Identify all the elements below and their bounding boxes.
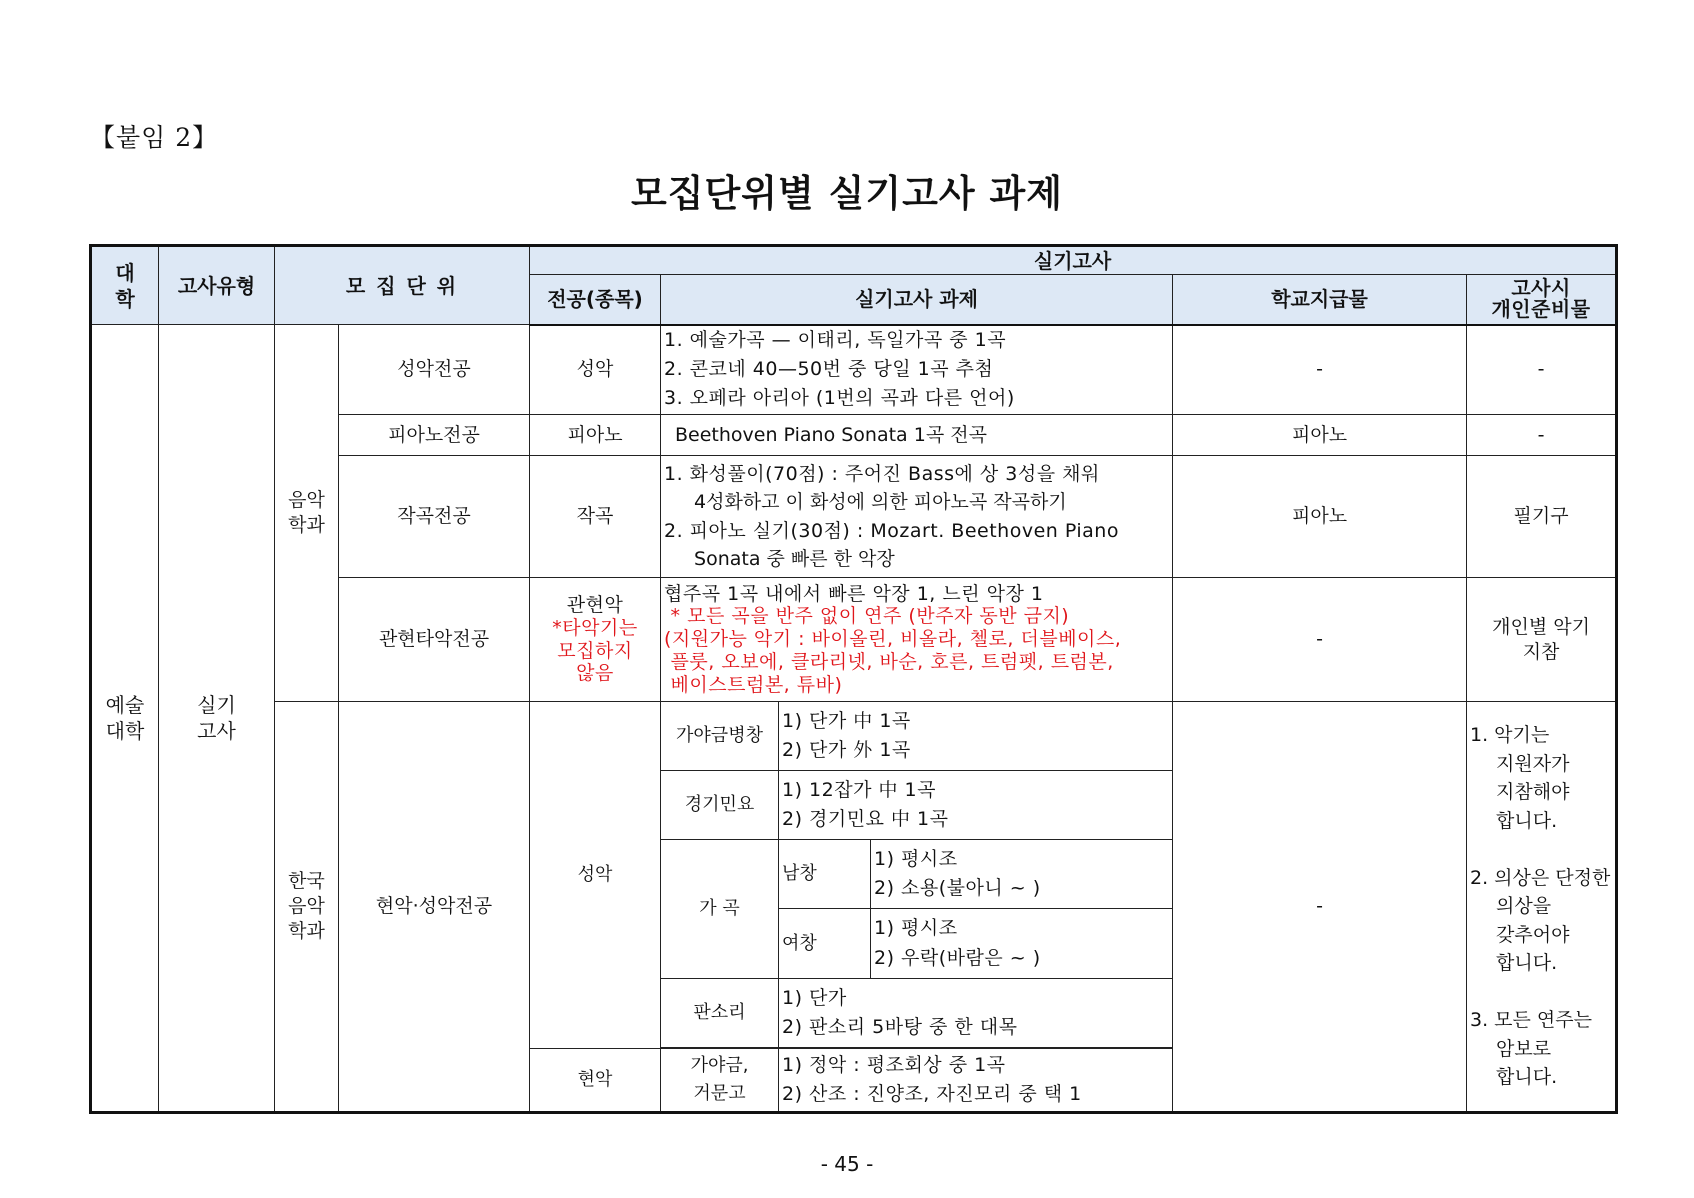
gagok-male: 남창 bbox=[779, 840, 871, 909]
sub-gagok: 가 곡 bbox=[661, 840, 779, 979]
task-strings: 1) 정악 : 평조회상 중 1곡 2) 산조 : 진양조, 자진모리 중 택 1 bbox=[779, 1049, 1173, 1113]
task-gayageum-byeongchang: 1) 단가 中 1곡 2) 단가 外 1곡 bbox=[779, 702, 1173, 771]
prep-vocal: - bbox=[1467, 325, 1617, 415]
notes-korean: 1. 악기는 지원자가 지참해야 합니다. 2. 의상은 단정한 의상을 갖추어야 합니다. 3. 모든 연주는 암보로 합니다. bbox=[1467, 702, 1617, 1113]
korean-music-dept: 한국 음악 학과 bbox=[275, 702, 339, 1113]
task-pansori: 1) 단가 2) 판소리 5바탕 중 한 대목 bbox=[779, 979, 1173, 1048]
header-exam-type: 고사유형 bbox=[159, 246, 275, 325]
task-orchestral: 협주곡 1곡 내에서 빠른 악장 1, 느린 악장 1 * 모든 곡을 반주 없이 연주 (반주자 동반 금지) (지원가능 악기 : 바이올린, 비올라, 첼로, 더블베이스, 플룻, 오보에, 클라리넷, 바순, 호른, 트럼펫, 트럼본, 베이스트럼본, 튜바) bbox=[661, 578, 1173, 702]
unit-composition: 작곡전공 bbox=[339, 456, 530, 578]
unit-vocal: 성악전공 bbox=[339, 325, 530, 415]
item-composition: 작곡 bbox=[530, 456, 661, 578]
item-korean-string: 현악 bbox=[530, 1049, 661, 1113]
unit-orchestral: 관현타악전공 bbox=[339, 578, 530, 702]
supply-vocal: - bbox=[1173, 325, 1467, 415]
header-school-supply: 학교지급물 bbox=[1173, 275, 1467, 325]
sub-gayageum-byeongchang: 가야금병창 bbox=[661, 702, 779, 771]
sub-gayageum-geomungo: 가야금, 거문고 bbox=[661, 1049, 779, 1113]
unit-piano: 피아노전공 bbox=[339, 415, 530, 456]
header-college: 대 학 bbox=[91, 246, 159, 325]
item-korean-vocal: 성악 bbox=[530, 702, 661, 1049]
task-gagok-male: 1) 평시조 2) 소용(불아니 ~ ) bbox=[871, 840, 1173, 909]
item-piano: 피아노 bbox=[530, 415, 661, 456]
sub-pansori: 판소리 bbox=[661, 979, 779, 1048]
header-task: 실기고사 과제 bbox=[661, 275, 1173, 325]
prep-orchestral: 개인별 악기 지참 bbox=[1467, 578, 1617, 702]
header-major-item: 전공(종목) bbox=[530, 275, 661, 325]
practical-exam-table bbox=[89, 244, 1618, 1114]
music-dept: 음악 학과 bbox=[275, 325, 339, 702]
page-number: - 45 - bbox=[820, 1152, 874, 1176]
task-piano: Beethoven Piano Sonata 1곡 전곡 bbox=[661, 415, 1173, 456]
page-title: 모집단위별 실기고사 과제 bbox=[631, 172, 1063, 215]
task-vocal: 1. 예술가곡 — 이태리, 독일가곡 중 1곡 2. 콘코네 40—50번 중 당일 1곡 추첨 3. 오페라 아리아 (1번의 곡과 다른 언어) bbox=[661, 325, 1173, 415]
header-practical: 실기고사 bbox=[530, 246, 1617, 275]
college-name: 예술 대학 bbox=[91, 325, 159, 1113]
exam-type-value: 실기 고사 bbox=[159, 325, 275, 1113]
task-composition: 1. 화성풀이(70점) : 주어진 Bass에 상 3성을 채워 4성화하고 이 화성에 의한 피아노곡 작곡하기 2. 피아노 실기(30점) : Mozart. Beethoven Piano Sonata 중 빠른 한 악장 bbox=[661, 456, 1173, 578]
supply-composition: 피아노 bbox=[1173, 456, 1467, 578]
task-gyeonggi-minyo: 1) 12잡가 中 1곡 2) 경기민요 中 1곡 bbox=[779, 771, 1173, 840]
supply-korean: - bbox=[1173, 702, 1467, 1113]
task-gagok-female: 1) 평시조 2) 우락(바람은 ~ ) bbox=[871, 909, 1173, 979]
prep-composition: 필기구 bbox=[1467, 456, 1617, 578]
orchestral-item-note: *타악기는 모집하지 않음 bbox=[552, 616, 638, 685]
prep-piano: - bbox=[1467, 415, 1617, 456]
header-personal-prep: 고사시 개인준비물 bbox=[1467, 275, 1617, 325]
sub-gyeonggi-minyo: 경기민요 bbox=[661, 771, 779, 840]
supply-piano: 피아노 bbox=[1173, 415, 1467, 456]
attachment-label: 【붙임 2】 bbox=[90, 123, 219, 152]
unit-korean-string-vocal: 현악·성악전공 bbox=[339, 702, 530, 1113]
gagok-female: 여창 bbox=[779, 909, 871, 979]
item-orchestral: 관현악 *타악기는 모집하지 않음 bbox=[530, 578, 661, 702]
header-unit: 모 집 단 위 bbox=[275, 246, 530, 325]
item-vocal: 성악 bbox=[530, 325, 661, 415]
supply-orchestral: - bbox=[1173, 578, 1467, 702]
